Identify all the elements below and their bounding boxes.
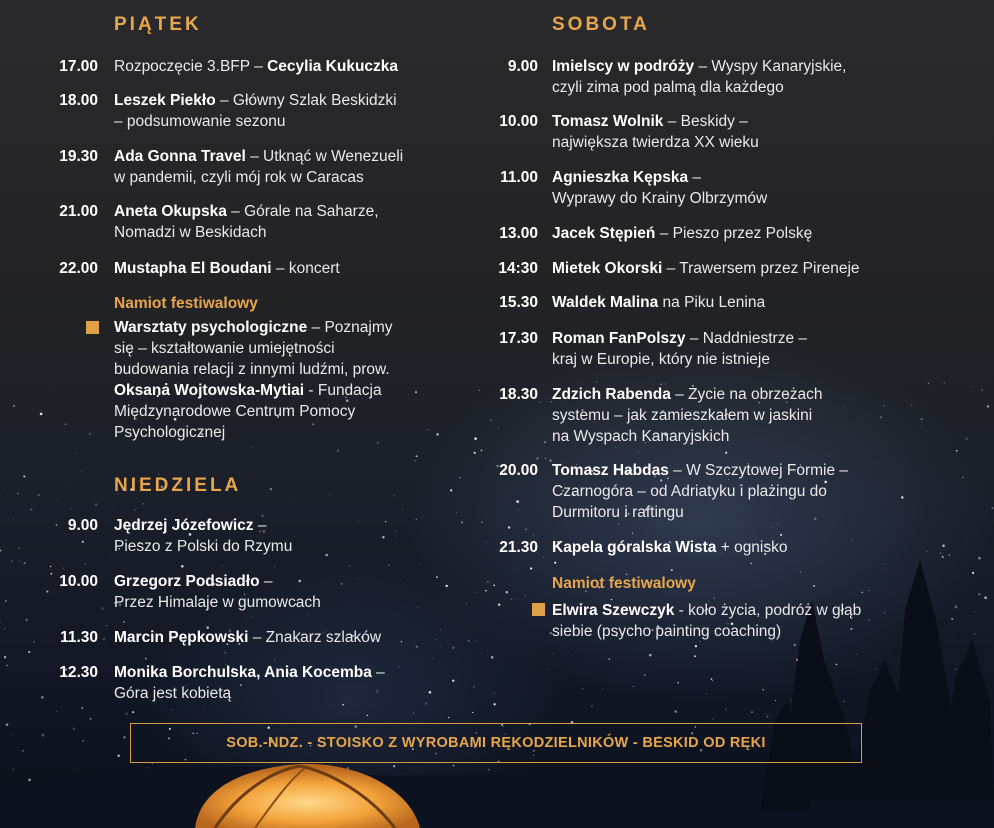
talk-title: – koncert xyxy=(271,260,340,277)
event-time: 21.00 xyxy=(59,203,98,220)
talk-title: – Znakarz szlaków xyxy=(248,629,382,646)
talk-title: – xyxy=(371,664,385,681)
event-time: 9.00 xyxy=(67,517,98,534)
event-description xyxy=(552,223,812,244)
saturday-tent-heading: Namiot festiwalowy xyxy=(552,575,696,592)
talk-title: – xyxy=(253,517,267,534)
friday-heading: PIĄTEK xyxy=(114,14,202,35)
talk-title: na Wyspach Kanaryjskich xyxy=(552,428,730,445)
speaker-name: Leszek Piekło xyxy=(114,92,216,109)
speaker-name: Imielscy w podróży xyxy=(552,58,695,75)
event-description xyxy=(552,328,807,370)
speaker-name: Waldek Malina xyxy=(552,294,659,311)
event-time: 18.00 xyxy=(59,92,98,109)
event-time: 11.30 xyxy=(60,629,98,646)
speaker-name: Marcin Pępkowski xyxy=(114,629,249,646)
talk-title: – Pieszo przez Polskę xyxy=(655,225,813,242)
talk-title: Durmitoru i raftingu xyxy=(552,504,684,521)
talk-title: - Fundacja xyxy=(304,382,382,399)
talk-title: – Życie na obrzeżach xyxy=(670,386,823,403)
talk-title: – W Szczytowej Formie – xyxy=(668,462,849,479)
saturday-tent-description xyxy=(552,600,972,642)
talk-title: – podsumowanie sezonu xyxy=(114,113,286,130)
speaker-name: Zdzich Rabenda xyxy=(552,386,671,403)
speaker-name: Mietek Okorski xyxy=(552,260,663,277)
talk-title: kraj w Europie, który nie istnieje xyxy=(552,351,770,368)
event-description xyxy=(114,201,379,243)
event-time: 22.00 xyxy=(59,260,98,277)
talk-title: Międzynarodowe Centrum Pomocy xyxy=(114,403,356,420)
saturday-tent-bullet xyxy=(532,603,545,616)
event-time: 17.30 xyxy=(499,330,538,347)
speaker-name: Oksana Wojtowska-Mytiai xyxy=(114,382,305,399)
talk-title: – Trawersem przez Pireneje xyxy=(662,260,860,277)
talk-title: – Beskidy – xyxy=(663,113,748,130)
talk-title: – Górale na Saharze, xyxy=(226,203,379,220)
talk-title: Wyprawy do Krainy Olbrzymów xyxy=(552,190,768,207)
talk-title: w pandemii, czyli mój rok w Caracas xyxy=(114,169,364,186)
event-description xyxy=(114,258,340,279)
saturday-heading: SOBOTA xyxy=(552,14,650,35)
event-time: 10.00 xyxy=(499,113,538,130)
talk-title: na Piku Lenina xyxy=(658,294,766,311)
talk-title: – xyxy=(259,573,273,590)
talk-title: + ognisko xyxy=(716,539,788,556)
speaker-name: Kapela góralska Wista xyxy=(552,539,717,556)
speaker-name: Jędrzej Józefowicz xyxy=(114,517,254,534)
event-description xyxy=(552,384,823,447)
event-time: 17.00 xyxy=(59,58,98,75)
speaker-name: Tomasz Wolnik xyxy=(552,113,664,130)
speaker-name: Ada Gonna Travel xyxy=(114,148,246,165)
event-time: 21.30 xyxy=(499,539,538,556)
talk-title: – Utknąć w Wenezueli xyxy=(245,148,404,165)
event-time: 14:30 xyxy=(498,260,538,277)
sunday-heading: NIEDZIELA xyxy=(114,475,242,496)
speaker-name: Grzegorz Podsiadło xyxy=(114,573,260,590)
speaker-name: Tomasz Habdas xyxy=(552,462,669,479)
event-description xyxy=(114,515,292,557)
event-description xyxy=(552,56,846,98)
talk-title: – Poznajmy xyxy=(307,319,393,336)
talk-title: - koło życia, podróż w głąb xyxy=(674,602,862,619)
event-description xyxy=(552,167,767,209)
talk-title: Czarnogóra – od Adriatyku i plażingu do xyxy=(552,483,827,500)
talk-title: – Wyspy Kanaryjskie, xyxy=(694,58,847,75)
talk-title: siebie (psycho painting coaching) xyxy=(552,623,782,640)
talk-title: Przez Himalaje w gumowcach xyxy=(114,594,321,611)
talk-title: Rozpoczęcie 3.BFP – xyxy=(114,58,268,75)
crafts-stand-banner: SOB.-NDZ. - STOISKO Z WYROBAMI RĘKODZIELNIKÓW - BESKID OD RĘKI xyxy=(130,723,862,763)
event-description xyxy=(552,258,860,279)
speaker-name: Monika Borchulska, Ania Kocemba xyxy=(114,664,372,681)
event-description xyxy=(552,292,765,313)
speaker-name: Jacek Stępień xyxy=(552,225,656,242)
speaker-name: Cecylia Kukuczka xyxy=(267,58,399,75)
event-time: 12.30 xyxy=(59,664,98,681)
speaker-name: Agnieszka Kępska xyxy=(552,169,689,186)
friday-tent-bullet xyxy=(86,321,99,334)
talk-title: budowania relacji z innymi ludźmi, prow. xyxy=(114,361,390,378)
talk-title: – Główny Szlak Beskidzki xyxy=(215,92,397,109)
event-time: 9.00 xyxy=(507,58,538,75)
event-description xyxy=(114,90,397,132)
talk-title: największa twierdza XX wieku xyxy=(552,134,759,151)
talk-title: Góra jest kobietą xyxy=(114,685,232,702)
talk-title: – Naddniestrze – xyxy=(685,330,807,347)
talk-title: Nomadzi w Beskidach xyxy=(114,224,267,241)
speaker-name: Aneta Okupska xyxy=(114,203,227,220)
talk-title: – xyxy=(688,169,702,186)
event-description xyxy=(114,662,385,704)
speaker-name: Roman FanPolszy xyxy=(552,330,686,347)
event-time: 15.30 xyxy=(499,294,538,311)
event-description xyxy=(114,56,398,77)
talk-title: czyli zima pod palmą dla każdego xyxy=(552,79,784,96)
event-description xyxy=(552,537,788,558)
speaker-name: Warsztaty psychologiczne xyxy=(114,319,308,336)
event-description xyxy=(114,571,321,613)
speaker-name: Mustapha El Boudani xyxy=(114,260,272,277)
friday-tent-heading: Namiot festiwalowy xyxy=(114,295,258,312)
event-description xyxy=(552,460,848,523)
talk-title: systemu – jak zamieszkałem w jaskini xyxy=(552,407,813,424)
speaker-name: Elwira Szewczyk xyxy=(552,602,675,619)
talk-title: Psychologicznej xyxy=(114,424,226,441)
talk-title: Pieszo z Polski do Rzymu xyxy=(114,538,293,555)
event-description xyxy=(114,627,381,648)
event-time: 18.30 xyxy=(499,386,538,403)
event-description xyxy=(114,146,403,188)
talk-title: się – kształtowanie umiejętności xyxy=(114,340,335,357)
event-time: 11.00 xyxy=(500,169,538,186)
event-time: 19.30 xyxy=(59,148,98,165)
event-time: 13.00 xyxy=(499,225,538,242)
event-description xyxy=(552,111,759,153)
event-time: 10.00 xyxy=(59,573,98,590)
friday-tent-description xyxy=(114,317,474,443)
event-time: 20.00 xyxy=(499,462,538,479)
